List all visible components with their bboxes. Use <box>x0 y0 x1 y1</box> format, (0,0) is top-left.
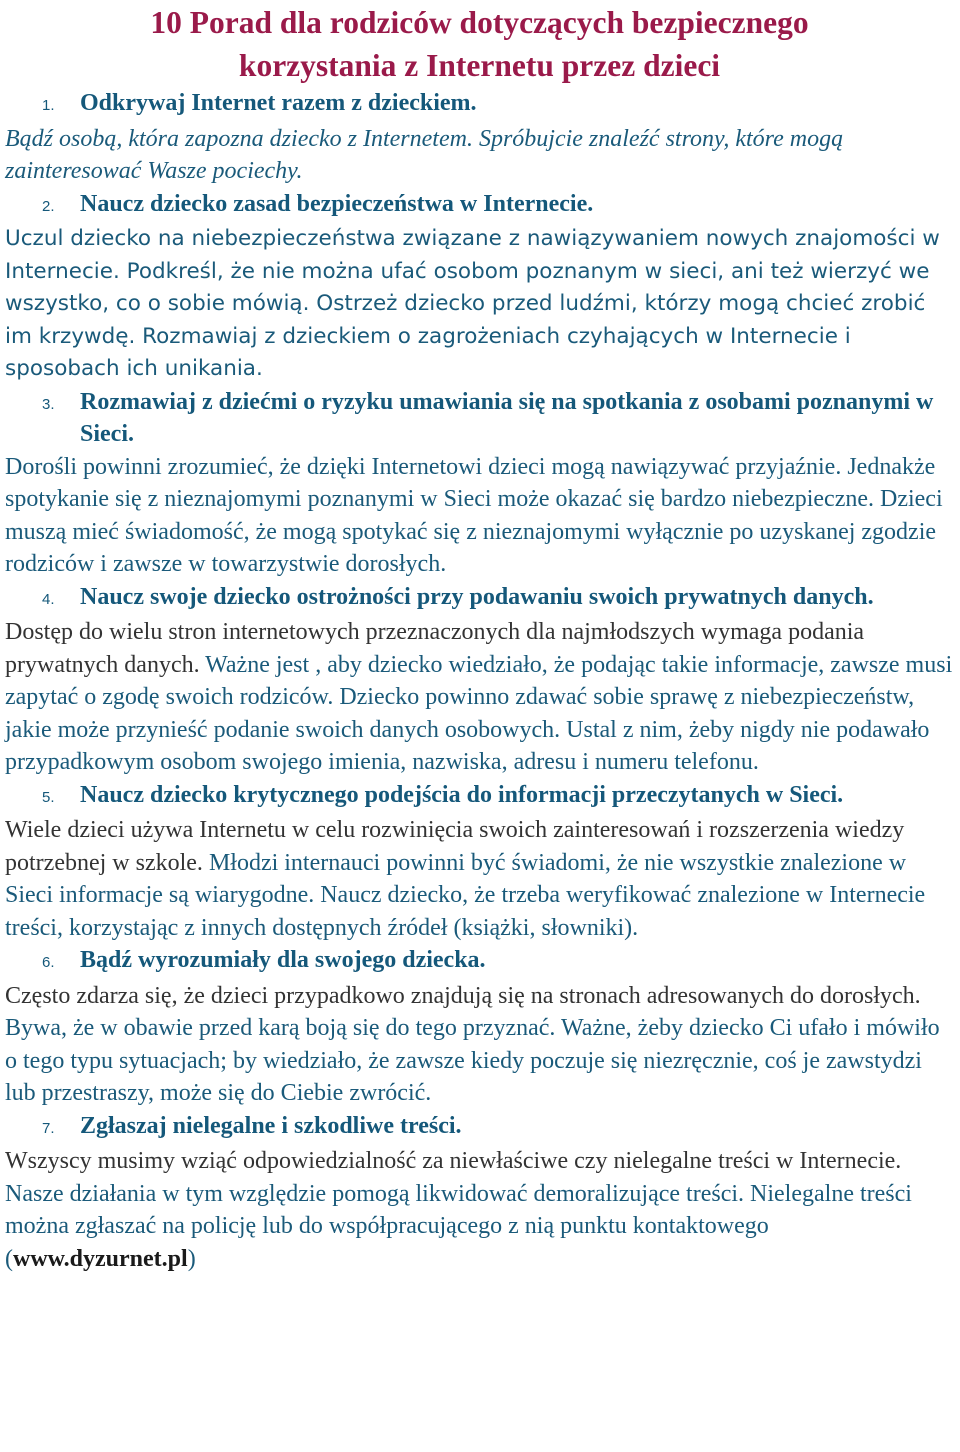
tip-body-text: Podkreśl, że nie można ufać osobom poznanym w sieci, ani też wierzyć we wszystko, co o sobie mówią. Ostrzeż dziecko przed ludźmi, którzy mogą chcieć zrobić im krzywdę. Rozmawiaj z dzieckiem o zagrożeniach czyhających w Internecie i sposobach ich unikania. <box>5 258 930 381</box>
tip-body-text: Dostęp do wielu stron internetowych przeznaczonych dla najmłodszych wymaga podania prywatnych danych. <box>5 619 865 678</box>
tip-number: 7. <box>42 1119 55 1137</box>
tip-body <box>5 451 954 581</box>
tip-number: 5. <box>42 788 55 806</box>
tip-body-text: Nasze działania w tym względzie pomogą likwidować demoralizujące treści. Nielegalne treści można zgłaszać na policję lub do współpracującego z nią punktu kontaktowego ( <box>5 1180 912 1272</box>
tip-body <box>5 814 954 944</box>
tip-number: 4. <box>42 590 55 608</box>
tip-title: Rozmawiaj z dziećmi o ryzyku umawiania się na spotkania z osobami poznanymi w Sieci. <box>80 388 934 447</box>
tip-6 <box>5 944 954 1110</box>
tip-number: 6. <box>42 954 55 971</box>
tip-4 <box>5 581 954 779</box>
tip-body-text: Uczul dziecko na niebezpieczeństwa związane z nawiązywaniem nowych znajomości w Internecie. <box>5 226 940 284</box>
tip-title: Naucz dziecko zasad bezpieczeństwa w Internecie. <box>80 190 594 217</box>
tip-2 <box>5 188 954 386</box>
tip-body-text: Jednakże spotykanie się z nieznajomymi poznanymi w Sieci może okazać się bardzo niebezpieczne. Dzieci muszą mieć świadomość, że mogą spotykać się z nieznajomymi wyłącznie po uzyskanej zgodzie rodziców i zawsze w towarzystwie dorosłych. <box>5 453 943 577</box>
tip-body <box>5 1145 954 1275</box>
document-title <box>5 0 954 87</box>
tip-body-text: ) <box>187 1245 196 1272</box>
tip-heading <box>5 386 954 451</box>
tip-5 <box>5 779 954 945</box>
tip-number: 1. <box>42 97 55 114</box>
tip-title: Zgłaszaj nielegalne i szkodliwe treści. <box>80 1112 462 1139</box>
tip-7 <box>5 1110 954 1276</box>
tip-heading <box>5 188 954 224</box>
tip-body <box>5 123 954 188</box>
tip-body-text: Ważne jest , aby dziecko wiedziało, że podając takie informacje, zawsze musi zapytać o zgodę swoich rodziców. Dziecko powinno zdawać sobie sprawę z niebezpieczeństw, jakie może przynieść podanie swoich danych osobowych. Ustal z nim, żeby nigdy nie podawało przypadkowym osobom swojego imienia, nazwiska, adresu i numeru telefonu. <box>5 651 953 775</box>
tip-number: 2. <box>42 197 55 215</box>
tip-body-text: Bywa, że w obawie przed karą boją się do tego przyznać. Ważne, żeby dziecko Ci ufało i mówiło o tego typu sytuacjach; by wiedziało, że zawsze kiedy poczuje się niezręcznie, coś je zawstydzi lub przestraszy, może się do Ciebie zwrócić. <box>5 1015 940 1106</box>
tip-heading <box>5 779 954 815</box>
tip-body-text: Dorośli powinni zrozumieć, że dzięki Internetowi dzieci mogą nawiązywać przyjaźnie. <box>5 453 842 480</box>
tip-body-text: Wszyscy musimy wziąć odpowiedzialność za niewłaściwe czy nielegalne treści w Internecie. <box>5 1148 902 1174</box>
tip-body <box>5 223 954 386</box>
tip-body <box>5 616 954 779</box>
title-line-2: korzystania z Internetu przez dzieci <box>238 48 721 83</box>
tip-body-text: Często zdarza się, że dzieci przypadkowo znajdują się na stronach adresowanych do dorosłych. <box>5 982 921 1009</box>
tip-3 <box>5 386 954 581</box>
tip-title: Naucz dziecko krytycznego podejścia do informacji przeczytanych w Sieci. <box>80 781 844 808</box>
website-link[interactable]: www.dyzurnet.pl <box>13 1245 188 1272</box>
tip-title: Naucz swoje dziecko ostrożności przy podawaniu swoich prywatnych danych. <box>80 583 874 610</box>
tip-heading <box>5 87 954 123</box>
tip-body-text: Młodzi internauci powinni być świadomi, że nie wszystkie znalezione w Sieci informacje są wiarygodne. Naucz dziecko, że trzeba weryfikować znalezione w Internecie treści, korzystając z innych dostępnych źródeł (książki, słowniki). <box>5 849 926 941</box>
tip-heading <box>5 1110 954 1146</box>
tip-number: 3. <box>42 395 55 413</box>
tip-heading <box>5 581 954 617</box>
tip-body-text: Wiele dzieci używa Internetu w celu rozwinięcia swoich zainteresowań i rozszerzenia wiedzy potrzebnej w szkole. <box>5 817 905 876</box>
tip-1 <box>5 87 954 188</box>
tip-body <box>5 980 954 1110</box>
tip-title: Bądź wyrozumiały dla swojego dziecka. <box>80 947 486 973</box>
tip-body-text: Bądź osobą, która zapozna dziecko z Internetem. Spróbujcie znaleźć strony, które mogą zainteresować Wasze pociechy. <box>5 125 844 184</box>
tip-heading <box>5 944 954 980</box>
tip-title: Odkrywaj Internet razem z dzieckiem. <box>80 90 477 116</box>
title-line-1: 10 Porad dla rodziców dotyczących bezpiecznego <box>150 5 809 40</box>
